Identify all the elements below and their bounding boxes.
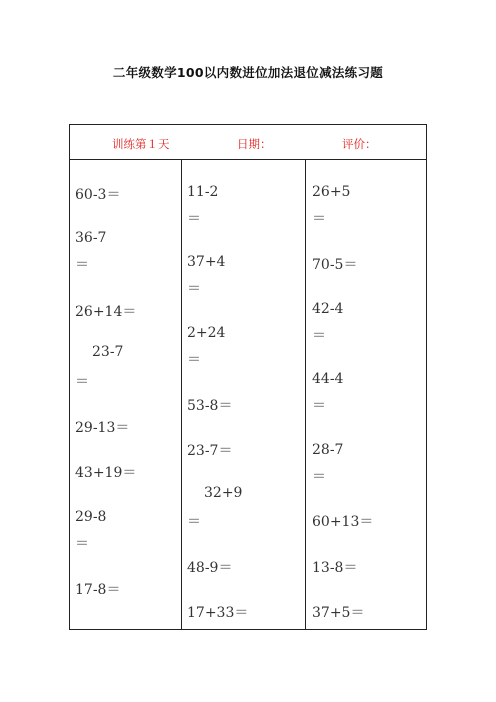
table-header-row [70,125,426,160]
problem-line: 36-7 [75,230,107,246]
training-day-label: 训练第１天 [112,137,170,151]
problem-line: 42-4 [312,301,344,317]
problem-line: ＝ [187,281,201,297]
problem-line: 37+4 [187,254,226,270]
problem-line: ＝ [312,469,326,485]
problem-line: 28-7 [312,442,344,458]
problem-line: ＝ [187,352,201,368]
problem-line: 32+9 [204,485,243,501]
problem-line: 60-3＝ [75,187,121,203]
problem-line: ＝ [312,398,326,414]
column-divider [181,160,182,629]
problem-line: 11-2 [187,184,219,200]
problem-line: 70-5＝ [312,257,358,273]
rating-label: 评价： [342,137,377,151]
problem-line: 37+5＝ [312,605,365,621]
problem-line: ＝ [312,328,326,344]
worksheet-table [69,124,427,630]
problem-line: ＝ [75,536,89,552]
problem-line: 44-4 [312,371,344,387]
problem-line: ＝ [75,257,89,273]
page-title: 二年级数学100以内数进位加法退位减法练习题 [112,65,384,80]
problem-line: 26+14＝ [75,304,137,320]
column-divider [305,160,306,629]
problem-line: 23-7＝ [187,443,233,459]
problem-line: 2+24 [187,325,226,341]
problem-line: 23-7 [92,344,124,360]
problem-line: 53-8＝ [187,398,233,414]
problem-line: 48-9＝ [187,560,233,576]
date-label: 日期： [237,137,272,151]
problem-line: 60+13＝ [312,514,374,530]
problem-line: 13-8＝ [312,560,358,576]
problem-line: 26+5 [312,184,351,200]
problem-line: ＝ [187,211,201,227]
problem-line: ＝ [75,374,89,390]
problem-line: ＝ [312,211,326,227]
problem-line: 29-8 [75,509,107,525]
problem-line: 29-13＝ [75,420,130,436]
problem-line: 17+33＝ [187,605,249,621]
problem-line: ＝ [187,514,201,530]
problem-line: 17-8＝ [75,582,121,598]
problem-line: 43+19＝ [75,465,137,481]
